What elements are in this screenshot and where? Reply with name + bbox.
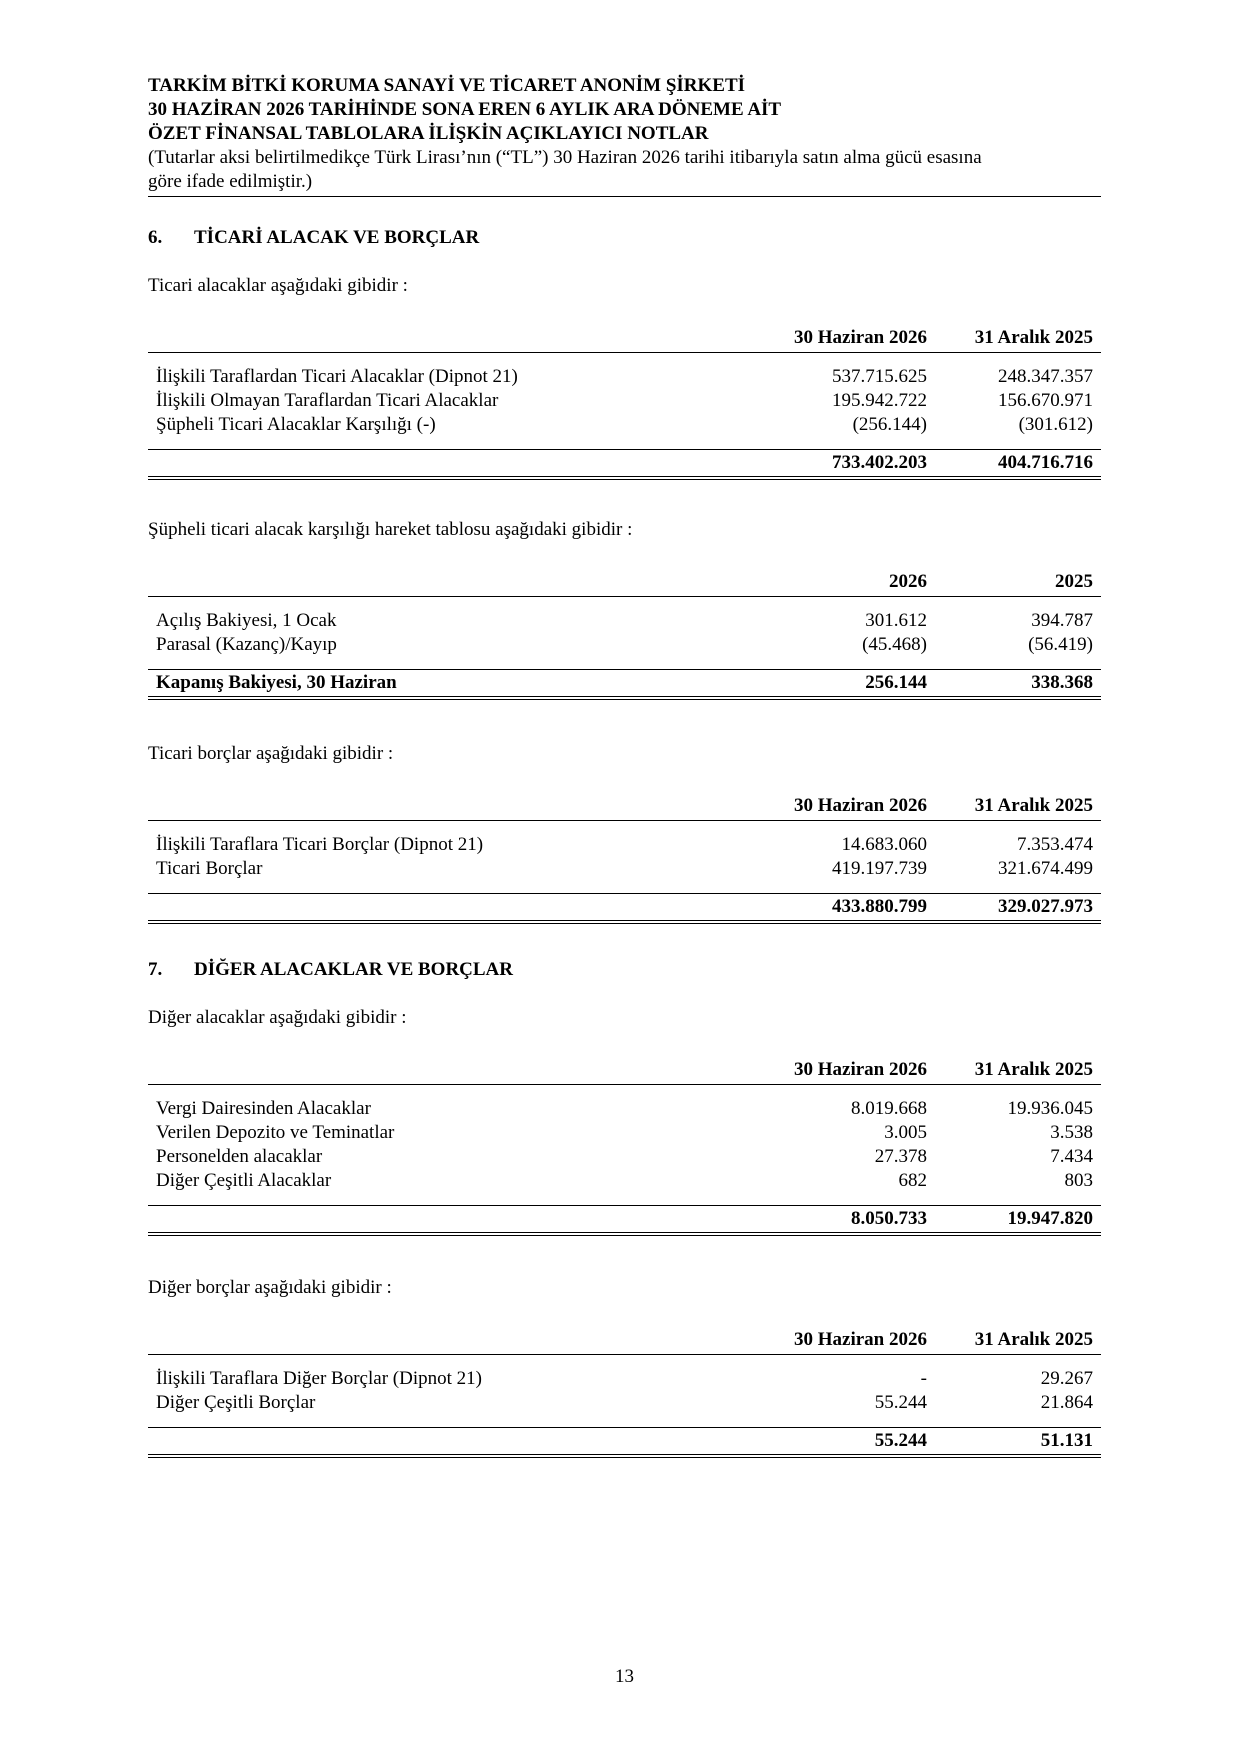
row-label: Parasal (Kazanç)/Kayıp <box>156 634 337 655</box>
column-header-current: 2026 <box>889 571 927 592</box>
period-title: 30 HAZİRAN 2026 TARİHİNDE SONA EREN 6 AYLIK ARA DÖNEME AİT <box>148 99 782 120</box>
company-name: TARKİM BİTKİ KORUMA SANAYİ VE TİCARET ANONİM ŞİRKETİ <box>148 75 746 96</box>
column-header-current: 30 Haziran 2026 <box>794 1329 927 1350</box>
table-row <box>148 857 1101 881</box>
table-row <box>148 1145 1101 1169</box>
row-label: Ticari Borçlar <box>156 858 263 879</box>
row-value-current: (256.144) <box>852 414 927 435</box>
column-header-prior: 2025 <box>1055 571 1093 592</box>
row-label: Verilen Depozito ve Teminatlar <box>156 1122 395 1143</box>
column-header-current: 30 Haziran 2026 <box>794 795 927 816</box>
column-header-prior: 31 Aralık 2025 <box>974 795 1093 816</box>
table-header <box>148 1058 1101 1082</box>
table-row <box>148 389 1101 413</box>
row-value-prior: 248.347.357 <box>998 366 1093 387</box>
total-value-prior: 338.368 <box>1031 672 1093 693</box>
row-value-current: (45.468) <box>862 634 927 655</box>
row-label: Şüpheli Ticari Alacaklar Karşılığı (-) <box>156 414 436 435</box>
section-number: 6. <box>148 227 163 248</box>
row-value-current: 27.378 <box>874 1146 927 1167</box>
column-header-prior: 31 Aralık 2025 <box>974 1059 1093 1080</box>
column-header-prior: 31 Aralık 2025 <box>974 327 1093 348</box>
section-heading: DİĞER ALACAKLAR VE BORÇLAR <box>194 959 514 980</box>
trade-payables-table <box>148 794 1101 924</box>
row-value-current: 55.244 <box>874 1392 927 1413</box>
row-label: İlişkili Taraflara Diğer Borçlar (Dipnot 21) <box>156 1368 482 1389</box>
total-row <box>148 1428 1101 1454</box>
table-header <box>148 1328 1101 1352</box>
other-receivables-intro: Diğer alacaklar aşağıdaki gibidir : <box>148 1007 407 1028</box>
currency-note-line1: (Tutarlar aksi belirtilmedikçe Türk Lirası’nın (“TL”) 30 Haziran 2026 tarihi itibarıyla satın alma gücü esasına <box>148 147 982 168</box>
total-row <box>148 670 1101 696</box>
section-number: 7. <box>148 959 163 980</box>
row-value-current: 195.942.722 <box>832 390 927 411</box>
double-underline <box>148 920 1101 924</box>
row-value-prior: (301.612) <box>1018 414 1093 435</box>
row-value-prior: (56.419) <box>1028 634 1093 655</box>
row-label: Personelden alacaklar <box>156 1146 323 1167</box>
total-row <box>148 450 1101 476</box>
table-row <box>148 1367 1101 1391</box>
provision-intro: Şüpheli ticari alacak karşılığı hareket tablosu aşağıdaki gibidir : <box>148 519 633 540</box>
row-value-prior: 3.538 <box>1050 1122 1093 1143</box>
row-value-prior: 394.787 <box>1031 610 1093 631</box>
row-value-current: 14.683.060 <box>841 834 927 855</box>
row-label: Diğer Çeşitli Borçlar <box>156 1392 316 1413</box>
table-row <box>148 833 1101 857</box>
row-value-current: 8.019.668 <box>851 1098 927 1119</box>
document-header <box>148 74 1101 194</box>
row-value-prior: 7.434 <box>1050 1146 1093 1167</box>
table-row <box>148 633 1101 657</box>
table-header <box>148 326 1101 350</box>
total-value-prior: 404.716.716 <box>998 452 1093 473</box>
double-underline <box>148 476 1101 480</box>
row-label: Diğer Çeşitli Alacaklar <box>156 1170 332 1191</box>
total-value-current: 433.880.799 <box>832 896 927 917</box>
row-value-current: 682 <box>898 1170 927 1191</box>
row-label: İlişkili Taraflara Ticari Borçlar (Dipnot 21) <box>156 834 484 855</box>
row-value-prior: 29.267 <box>1040 1368 1093 1389</box>
table-row <box>148 1391 1101 1415</box>
table-row <box>148 365 1101 389</box>
total-value-current: 256.144 <box>865 672 927 693</box>
row-label: Vergi Dairesinden Alacaklar <box>156 1098 371 1119</box>
row-value-current: 537.715.625 <box>832 366 927 387</box>
header-divider <box>148 196 1101 197</box>
table-row <box>148 609 1101 633</box>
table-row <box>148 413 1101 437</box>
trade-payables-intro: Ticari borçlar aşağıdaki gibidir : <box>148 743 394 764</box>
column-header-current: 30 Haziran 2026 <box>794 327 927 348</box>
table-header <box>148 794 1101 818</box>
section-6-title <box>148 226 479 250</box>
total-value-prior: 329.027.973 <box>998 896 1093 917</box>
section-heading: TİCARİ ALACAK VE BORÇLAR <box>194 227 480 248</box>
table-header <box>148 570 1101 594</box>
section-7-title <box>148 958 513 982</box>
row-value-current: 3.005 <box>884 1122 927 1143</box>
total-value-current: 733.402.203 <box>832 452 927 473</box>
column-header-current: 30 Haziran 2026 <box>794 1059 927 1080</box>
other-receivables-table <box>148 1058 1101 1236</box>
total-label: Kapanış Bakiyesi, 30 Haziran <box>156 672 397 693</box>
notes-title: ÖZET FİNANSAL TABLOLARA İLİŞKİN AÇIKLAYICI NOTLAR <box>148 123 709 144</box>
row-value-current: - <box>920 1368 927 1389</box>
double-underline <box>148 1232 1101 1236</box>
table-row <box>148 1097 1101 1121</box>
other-payables-table <box>148 1328 1101 1458</box>
table-row <box>148 1169 1101 1193</box>
total-value-prior: 19.947.820 <box>1007 1208 1093 1229</box>
double-underline <box>148 696 1101 700</box>
total-row <box>148 1206 1101 1232</box>
row-value-prior: 321.674.499 <box>998 858 1093 879</box>
row-value-prior: 156.670.971 <box>998 390 1093 411</box>
other-payables-intro: Diğer borçlar aşağıdaki gibidir : <box>148 1277 392 1298</box>
row-value-prior: 19.936.045 <box>1007 1098 1093 1119</box>
column-header-prior: 31 Aralık 2025 <box>974 1329 1093 1350</box>
total-value-current: 8.050.733 <box>851 1208 927 1229</box>
total-row <box>148 894 1101 920</box>
provision-movement-table <box>148 570 1101 700</box>
row-value-current: 419.197.739 <box>832 858 927 879</box>
currency-note-line2: göre ifade edilmiştir.) <box>148 171 313 192</box>
total-value-current: 55.244 <box>874 1430 927 1451</box>
row-value-prior: 21.864 <box>1040 1392 1093 1413</box>
row-label: Açılış Bakiyesi, 1 Ocak <box>156 610 337 631</box>
trade-receivables-intro: Ticari alacaklar aşağıdaki gibidir : <box>148 275 408 296</box>
total-value-prior: 51.131 <box>1040 1430 1093 1451</box>
row-value-current: 301.612 <box>865 610 927 631</box>
trade-receivables-table <box>148 326 1101 480</box>
row-value-prior: 7.353.474 <box>1017 834 1093 855</box>
row-label: İlişkili Taraflardan Ticari Alacaklar (Dipnot 21) <box>156 366 518 387</box>
row-value-prior: 803 <box>1064 1170 1093 1191</box>
table-row <box>148 1121 1101 1145</box>
page-number: 13 <box>615 1666 634 1687</box>
double-underline <box>148 1454 1101 1458</box>
row-label: İlişkili Olmayan Taraflardan Ticari Alacaklar <box>156 390 499 411</box>
